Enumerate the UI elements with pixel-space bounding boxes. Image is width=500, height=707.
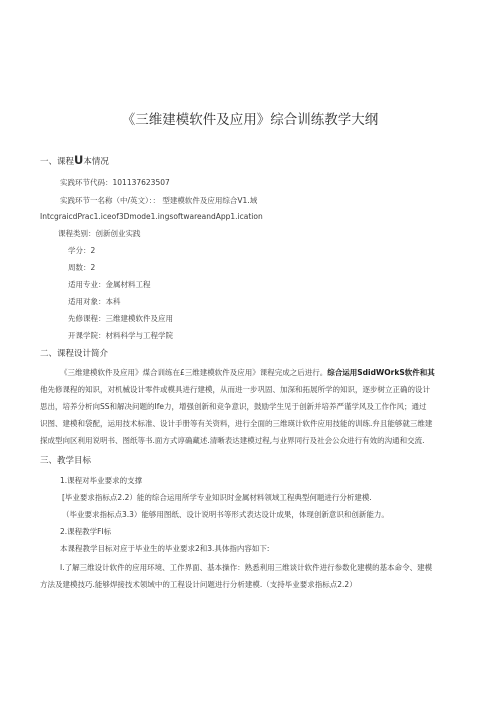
- objective-1-line-1: I.了解三维设计软件的应用环境、工作界面、基本操作：熟悉利用三维谈计软件进行参数化建模的基本命令、建模: [60, 563, 433, 572]
- subheading-support: 1.课程对毕业要求的支撑: [60, 476, 143, 485]
- applicable-major: 适用专业：金属材料工程: [68, 280, 151, 289]
- objective-1-line-2: 方法及建模技巧.能够焊接技术领域中的工程设计问题进行分析建模.（支持毕业要求指标点2.2）: [40, 580, 357, 589]
- course-weeks: 周数：2: [68, 263, 96, 272]
- prerequisite-course: 先修课程：三维建模软件及应用: [68, 314, 173, 323]
- course-credits: 学分：2: [68, 246, 96, 255]
- section-1-suffix: 本情况: [83, 157, 109, 167]
- intro-line-1-part-b: 综合运用SdidWOrkS软件和其: [327, 368, 435, 377]
- intro-line-3: 思出，培养分析向SS和解决问题的Ife力，增强创新和竞争意识，鼓励学生见于创新并培养严谨学风及工作作风；通过: [40, 402, 427, 411]
- intro-line-2: 他先修课程的知识，对机械设计零件或模具进行建模，从而进一步巩固、加深和拓展所学的知识，逐步树立正确的设计: [40, 385, 430, 394]
- intro-line-1: [60, 368, 435, 378]
- section-2-heading: 二、课程设计简介: [40, 349, 109, 359]
- section-3-heading: 三、教学目标: [40, 456, 92, 466]
- support-item-1: [毕业要求指标点2.2）能的综合运用所学专业知识时金属材料领域工程典型何题进行分析建模.: [62, 493, 372, 502]
- intro-line-4: 识图、建模和袋配，运用技术标准、设计手册等有关资料，进行全面的三维瑛计软件应用技能的训练.弁且能够就三维建: [40, 419, 433, 428]
- section-1-heading: [40, 155, 109, 167]
- course-name-english: IntcgraicdPrac1.iceof3Dmode1.ingsoftwareandApp1.ication: [40, 212, 263, 221]
- section-1-prefix: 一、课程: [40, 157, 75, 167]
- support-item-2: （毕业要求指标点3.3）能够用图纸、设计说明书等形式表达设计成果，体现创新意识和创新能力。: [62, 510, 389, 519]
- course-category: 课程类别：创新创业实践: [58, 229, 141, 238]
- intro-line-5: 探成型向区利用说明书、图纸等书.面方式谆确藏述.清晰表达建模过程,与业界同行及社会公众进行有效的沟通和交流.: [40, 436, 425, 445]
- subheading-objectives: 2.课程教学FI标: [60, 527, 112, 536]
- applicable-audience: 适用对象：本科: [68, 297, 121, 306]
- document-title: 《三维建模软件及应用》综合训练教学大纲: [121, 112, 379, 128]
- course-name: 实践环节一名称（中/英文）：： 型建模软件及应用综合V1.域: [60, 196, 258, 205]
- course-code: 实践环节代码：101137623507: [60, 178, 170, 187]
- intro-line-1-part-a: 《三维建模软件及应用》煤合训练在£三维建模软件及应用》课程完成之后进行。: [60, 368, 328, 377]
- objectives-intro: 本课程教学目标对应于毕业生的毕业要求2和3.具体指内容如下:: [60, 544, 270, 553]
- offering-college: 开课学院：材料科学与工程学院: [68, 331, 173, 340]
- section-1-big-char: U: [74, 153, 84, 167]
